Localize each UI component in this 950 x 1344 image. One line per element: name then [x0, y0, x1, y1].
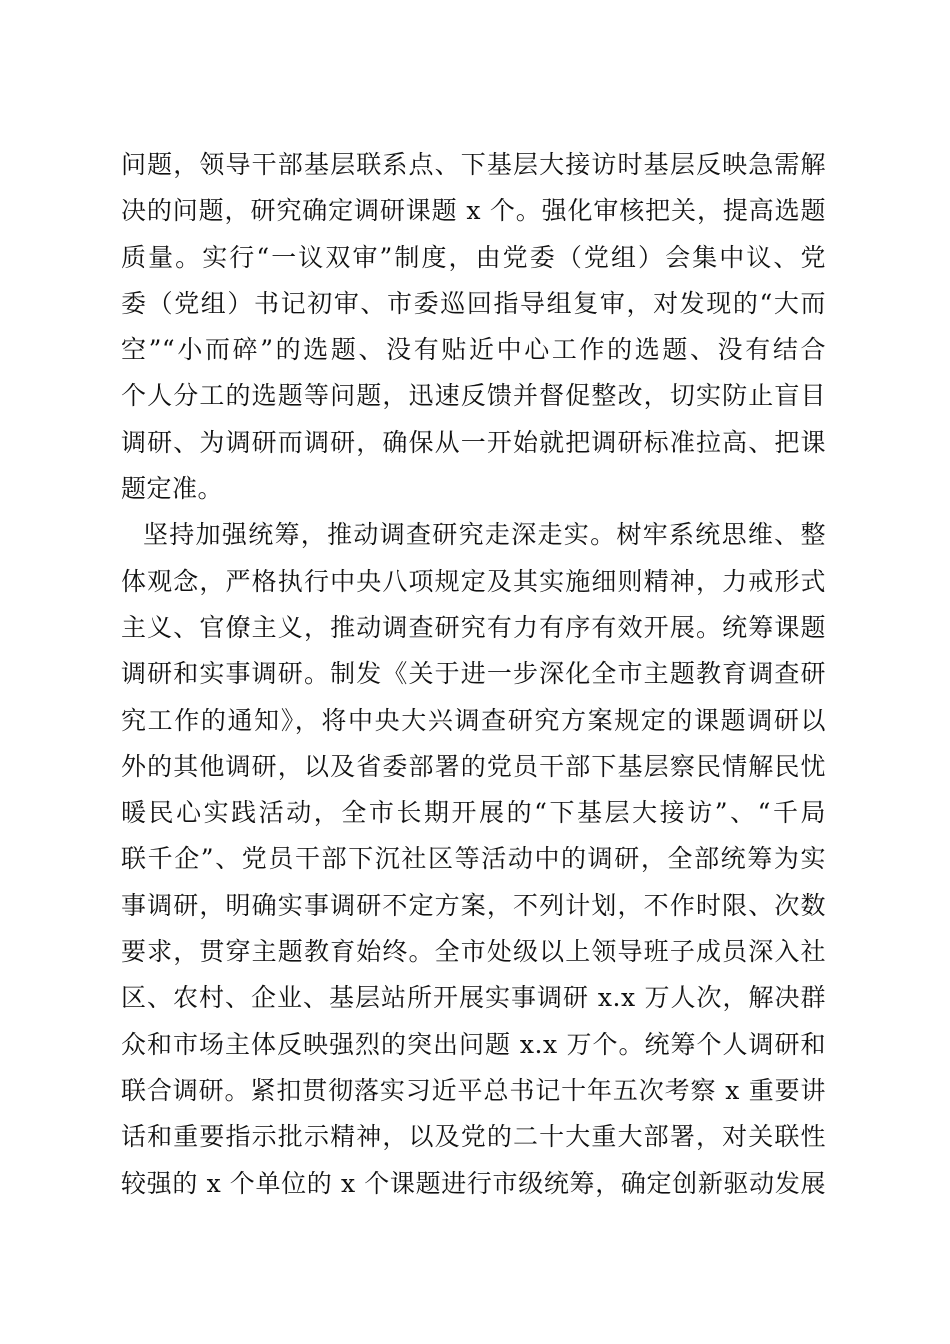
- text-line: 众和市场主体反映强烈的突出问题 x.x 万个。统筹个人调研和: [121, 1029, 826, 1059]
- text-line: 暖民心实践活动，全市长期开展的“下基层大接访”、“千局: [121, 798, 826, 828]
- text-line: 区、农村、企业、基层站所开展实事调研 x.x 万人次，解决群: [121, 983, 826, 1013]
- text-line: 事调研，明确实事调研不定方案，不列计划，不作时限、次数: [121, 890, 826, 920]
- text-line: 个人分工的选题等问题，迅速反馈并督促整改，切实防止盲目: [121, 381, 826, 411]
- text-line: 外的其他调研，以及省委部署的党员干部下基层察民情解民忧: [121, 751, 826, 781]
- text-line: 题定准。: [121, 474, 224, 504]
- text-line: 话和重要指示批示精神，以及党的二十大重大部署，对关联性: [121, 1122, 826, 1152]
- text-line: 要求，贯穿主题教育始终。全市处级以上领导班子成员深入社: [121, 937, 826, 967]
- text-line: 主义、官僚主义，推动调查研究有力有序有效开展。统筹课题: [121, 612, 826, 642]
- text-line: 较强的 x 个单位的 x 个课题进行市级统筹，确定创新驱动发展: [121, 1168, 826, 1198]
- text-line: 联千企”、党员干部下沉社区等活动中的调研，全部统筹为实: [121, 844, 826, 874]
- text-line: 体观念，严格执行中央八项规定及其实施细则精神，力戒形式: [121, 566, 826, 596]
- paragraph-start-line: 坚持加强统筹，推动调查研究走深走实。树牢系统思维、整: [143, 520, 826, 550]
- text-line: 委（党组）书记初审、市委巡回指导组复审，对发现的“大而: [121, 288, 826, 318]
- text-line: 调研、为调研而调研，确保从一开始就把调研标准拉高、把课: [121, 427, 826, 457]
- text-line: 决的问题，研究确定调研课题 x 个。强化审核把关，提高选题: [121, 196, 826, 226]
- text-line: 空”“小而碎”的选题、没有贴近中心工作的选题、没有结合: [121, 335, 826, 365]
- body-text: [121, 142, 826, 1207]
- text-line: 调研和实事调研。制发《关于进一步深化全市主题教育调查研: [121, 659, 826, 689]
- text-line: 究工作的通知》，将中央大兴调查研究方案规定的课题调研以: [121, 705, 826, 735]
- text-line: 问题，领导干部基层联系点、下基层大接访时基层反映急需解: [121, 150, 826, 179]
- text-line: 联合调研。紧扣贯彻落实习近平总书记十年五次考察 x 重要讲: [121, 1075, 826, 1105]
- text-line: 质量。实行“一议双审”制度，由党委（党组）会集中议、党: [121, 242, 826, 272]
